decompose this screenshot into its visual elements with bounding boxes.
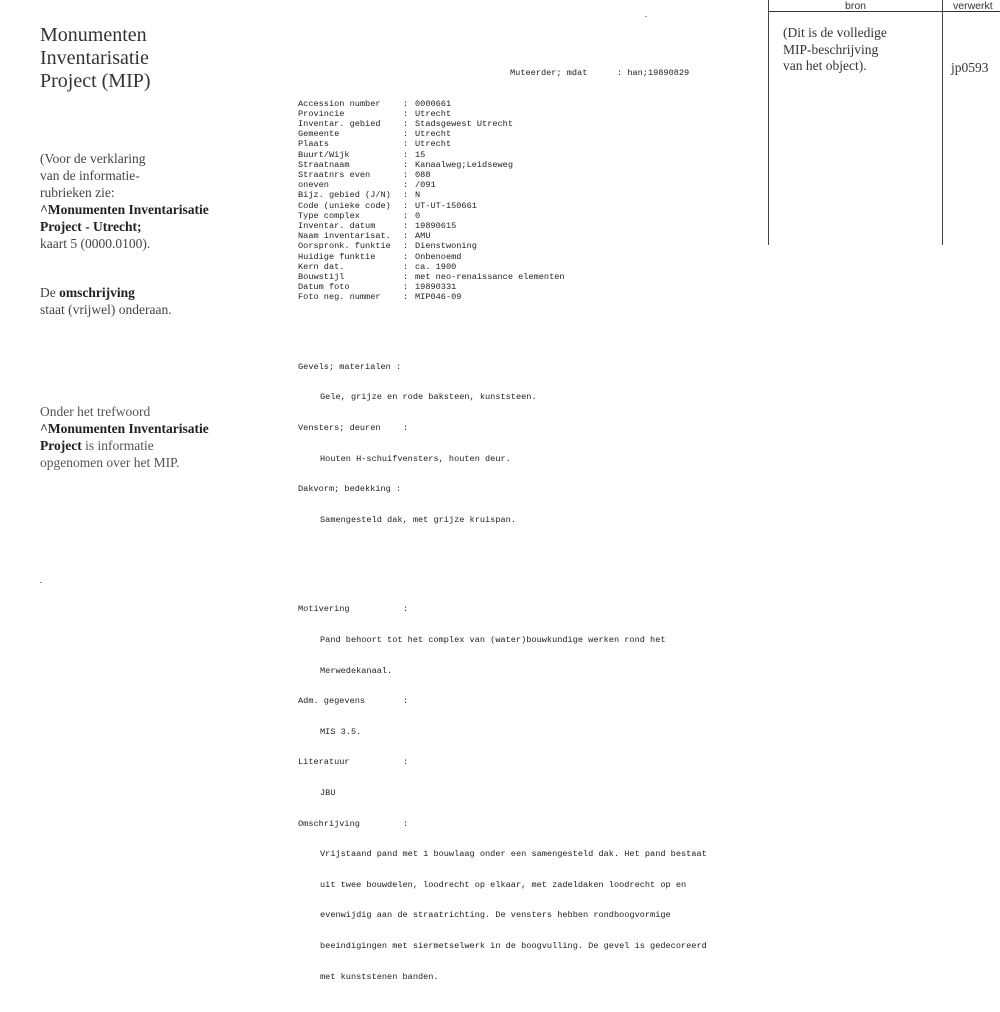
bron-line: MIP-beschrijving (783, 41, 879, 57)
field-label: Straatnaam (298, 159, 350, 170)
note-line: Onder het trefwoord (40, 404, 151, 419)
field-value: Dienstwoning (415, 241, 477, 252)
page-title (40, 24, 260, 93)
field-value: 19890331 (415, 282, 457, 293)
record-field-row (298, 231, 758, 241)
omschrijving-line: Vrijstaand pand met 1 bouwlaag onder een samengesteld dak. Het pand bestaat (320, 849, 707, 860)
table-divider-left (768, 0, 769, 245)
field-label: Straatnrs even (298, 170, 371, 181)
record-field-row (298, 272, 758, 282)
note-line: rubrieken zie: (40, 185, 115, 200)
record-field-row (298, 221, 758, 231)
bron-line: van het object). (783, 58, 867, 73)
omschrijving-line: met kunststenen banden. (320, 971, 439, 982)
field-separator: : (403, 282, 409, 293)
field-separator: : (403, 159, 409, 170)
field-label: Plaats (298, 139, 329, 150)
note-line: opgenomen over het MIP. (40, 455, 180, 470)
motivering-block (298, 584, 758, 1002)
record-field-row (298, 119, 758, 129)
note-text: De (40, 285, 60, 300)
scan-speck (645, 16, 647, 17)
record-field-row (298, 170, 758, 180)
adm-text: MIS 3.5. (320, 726, 362, 737)
field-value: MIP046-09 (415, 292, 462, 303)
field-separator: : (403, 292, 409, 303)
field-separator: : (403, 119, 409, 130)
record-field-row (298, 292, 758, 302)
field-separator: : (403, 190, 409, 201)
mip-record (298, 68, 758, 1012)
field-value: 088 (415, 170, 431, 181)
record-field-row (298, 211, 758, 221)
field-label: oneven (298, 180, 329, 191)
mutator-value: han;19890829 (627, 68, 690, 78)
field-separator: : (403, 139, 409, 150)
field-value: AMU (415, 231, 431, 242)
adm-sep: : (403, 696, 409, 707)
field-label: Inventar. gebied (298, 119, 381, 130)
field-label: Kern dat. (298, 261, 345, 272)
field-value: Utrecht (415, 108, 452, 119)
field-separator: : (403, 251, 409, 262)
record-field-row (298, 282, 758, 292)
field-label: Type complex (298, 210, 360, 221)
bron-line: (Dit is de volledige (783, 25, 887, 40)
record-field-row (298, 262, 758, 272)
gevels-text: Gele, grijze en rode baksteen, kunststeen. (320, 392, 537, 403)
explanation-note (40, 150, 260, 252)
record-field-row (298, 190, 758, 200)
field-separator: : (403, 210, 409, 221)
dakvorm-label: Dakvorm; bedekking : (298, 484, 402, 495)
motivering-line-2: Merwedekanaal. (320, 665, 393, 676)
motivering-sep: : (403, 604, 409, 615)
note-line: (Voor de verklaring (40, 151, 146, 166)
field-separator: : (403, 272, 409, 283)
field-label: Huidige funktie (298, 251, 376, 262)
literatuur-text: JBU (320, 788, 336, 799)
field-label: Naam inventarisat. (298, 231, 391, 242)
record-field-row (298, 252, 758, 262)
gevels-block (298, 341, 758, 545)
title-line-1: Monumenten (40, 24, 147, 46)
field-value: Utrecht (415, 129, 452, 140)
field-label: Provincie (298, 108, 345, 119)
table-divider-middle (942, 0, 943, 245)
field-separator: : (403, 98, 409, 109)
description-hint-note (40, 284, 260, 318)
record-field-row (298, 180, 758, 190)
field-separator: : (403, 149, 409, 160)
omschrijving-line: beeindigingen met siermetselwerk in de boogvulling. De gevel is gedecoreerd (320, 941, 707, 952)
title-line-3: Project (MIP) (40, 70, 151, 92)
field-label: Accession number (298, 98, 381, 109)
omschrijving-line: uit twee bouwdelen, loodrecht op elkaar, met zadeldaken loodrecht op en (320, 879, 687, 890)
field-label: Datum foto (298, 282, 350, 293)
mutator-field (510, 68, 689, 78)
field-separator: : (403, 200, 409, 211)
dakvorm-text: Samengesteld dak, met grijze kruispan. (320, 514, 516, 525)
field-label: Oorspronk. funktie (298, 241, 391, 252)
record-field-row (298, 241, 758, 251)
field-separator: : (403, 129, 409, 140)
note-reference: Project (40, 438, 82, 453)
omschrijving-line: evenwijdig aan de straatrichting. De vensters hebben rondboogvormige (320, 910, 671, 921)
field-separator: : (403, 261, 409, 272)
field-value: 0000661 (415, 98, 452, 109)
field-separator: : (403, 170, 409, 181)
field-value: 19890615 (415, 221, 457, 232)
scan-speck (40, 582, 42, 583)
keyword-note (40, 403, 260, 471)
field-value: N (415, 190, 421, 201)
mutator-label: Muteerder; mdat (510, 68, 588, 78)
vensters-sep: : (403, 422, 409, 433)
field-value: Stadsgewest Utrecht (415, 119, 513, 130)
record-field-row (298, 160, 758, 170)
note-reference: Project - Utrecht; (40, 219, 142, 234)
field-label: Foto neg. nummer (298, 292, 381, 303)
field-separator: : (403, 221, 409, 232)
column-header-verwerkt: verwerkt (953, 0, 993, 12)
omschrijving-sep: : (403, 818, 409, 829)
field-label: Buurt/Wijk (298, 149, 350, 160)
vensters-label: Vensters; deuren (298, 422, 381, 433)
record-field-row (298, 201, 758, 211)
mip-title-block (40, 24, 260, 93)
field-separator: : (403, 231, 409, 242)
column-header-bron: bron (845, 0, 867, 12)
literatuur-label: Literatuur (298, 757, 350, 768)
field-value: ca. 1900 (415, 261, 457, 272)
record-field-row (298, 129, 758, 139)
motivering-line-1: Pand behoort tot het complex van (water)bouwkundige werken rond het (320, 634, 666, 645)
field-value: Onbenoemd (415, 251, 462, 262)
record-field-row (298, 139, 758, 149)
field-value: Kanaalweg;Leidseweg (415, 159, 513, 170)
field-label: Inventar. datum (298, 221, 376, 232)
field-value: Utrecht (415, 139, 452, 150)
record-field-row (298, 109, 758, 119)
note-reference: ^Monumenten Inventarisatie (40, 202, 209, 217)
omschrijving-label: Omschrijving (298, 818, 360, 829)
field-label: Bouwstijl (298, 272, 345, 283)
verwerkt-cell: jp0593 (951, 60, 989, 75)
field-value: met neo-renaissance elementen (415, 272, 565, 283)
note-line: van de informatie- (40, 168, 140, 183)
note-line: kaart 5 (0000.0100). (40, 236, 151, 251)
field-label: Gemeente (298, 129, 340, 140)
field-separator: : (403, 241, 409, 252)
note-text: is informatie (81, 438, 154, 453)
motivering-label: Motivering (298, 604, 350, 615)
adm-label: Adm. gegevens (298, 696, 366, 707)
gevels-label: Gevels; materialen : (298, 361, 402, 372)
field-separator: : (403, 108, 409, 119)
note-reference: ^Monumenten Inventarisatie (40, 421, 209, 436)
field-value: UT-UT-150661 (415, 200, 477, 211)
record-fields (298, 99, 758, 303)
note-line: staat (vrijwel) onderaan. (40, 302, 172, 317)
field-label: Code (unieke code) (298, 200, 391, 211)
field-separator: : (403, 180, 409, 191)
bron-cell (783, 25, 933, 75)
field-label: Bijz. gebied (J/N) (298, 190, 391, 201)
record-field-row (298, 99, 758, 109)
mutator-sep: : (617, 68, 628, 78)
note-keyword: omschrijving (59, 285, 135, 300)
field-value: 0 (415, 210, 421, 221)
title-line-2: Inventarisatie (40, 47, 149, 69)
record-field-row (298, 150, 758, 160)
literatuur-sep: : (403, 757, 409, 768)
field-value: /091 (415, 180, 436, 191)
vensters-text: Houten H-schuifvensters, houten deur. (320, 453, 511, 464)
field-value: 15 (415, 149, 426, 160)
